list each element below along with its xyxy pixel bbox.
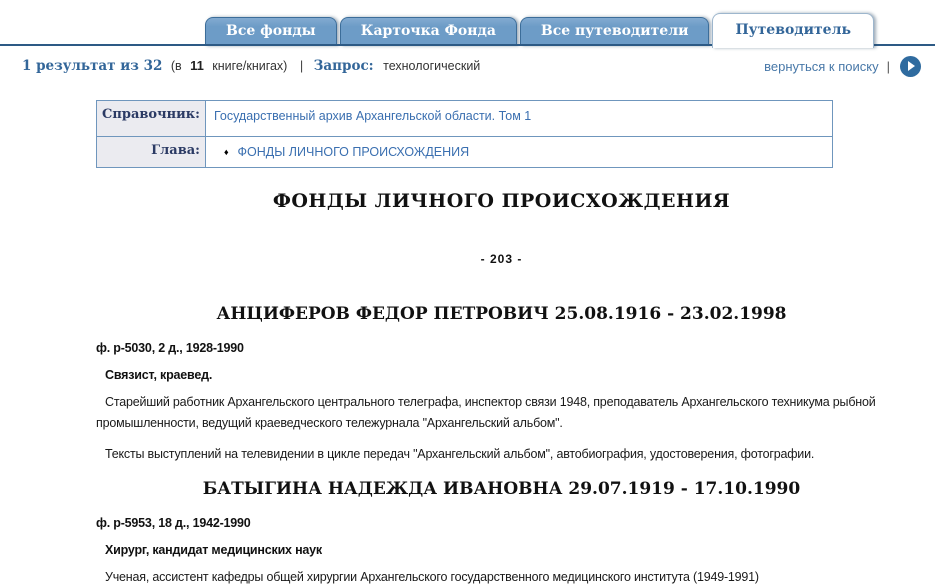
fond-entry (96, 479, 907, 588)
books-prefix: (в (170, 59, 182, 73)
query-value: технологический (383, 59, 481, 73)
results-bar (0, 46, 935, 86)
tab-guide[interactable]: Путеводитель (712, 13, 874, 48)
chapter-row-value (205, 137, 832, 168)
table-row-chapter (97, 137, 833, 168)
table-row-guide (97, 101, 833, 137)
entry-heading: БАТЫГИНА НАДЕЖДА ИВАНОВНА 29.07.1919 - 17.10.1990 (202, 479, 801, 499)
separator: | (299, 58, 304, 73)
guide-row-value (205, 101, 832, 137)
entry-paragraph: Ученая, ассистент кафедры общей хирургии Архангельского государственного медицинского института (1949-1991) (105, 570, 759, 584)
info-table (96, 100, 833, 168)
go-button[interactable] (900, 56, 921, 77)
back-separator: | (886, 58, 890, 74)
back-to-search-link[interactable]: вернуться к поиску (764, 58, 879, 74)
fond-entry (96, 304, 907, 465)
play-icon (908, 61, 915, 71)
tab-all-guides[interactable]: Все путеводители (520, 17, 710, 46)
query-label: Запрос: (313, 58, 374, 74)
tab-all-fonds[interactable]: Все фонды (205, 17, 337, 46)
chapter-row-label: Глава: (97, 137, 206, 168)
fond-reference: ф. р-5953, 18 д., 1942-1990 (96, 516, 251, 530)
guide-link[interactable]: Государственный архив Архангельской области. Том 1 (213, 109, 532, 123)
books-suffix: книге/книгах) (212, 59, 288, 73)
person-role: Связист, краевед. (105, 368, 213, 382)
entry-paragraph: Старейший работник Архангельского центрального телеграфа, инспектор связи 1948, преподаватель Архангельского техникума рыбной промышленности, ведущий краеведческого тележурнала "Архангельский альбом". (96, 395, 876, 430)
result-count: 1 результат из 32 (22, 58, 163, 74)
chapter-title: ФОНДЫ ЛИЧНОГО ПРОИСХОЖДЕНИЯ (272, 190, 731, 212)
back-to-search-area (764, 56, 921, 77)
tab-bar (0, 0, 935, 46)
page-number: - 203 - (480, 252, 523, 266)
document-content (0, 190, 935, 588)
diamond-bullet-icon: ♦ (223, 147, 229, 157)
books-count: 11 (190, 58, 204, 73)
person-role: Хирург, кандидат медицинских наук (105, 543, 322, 557)
fond-reference: ф. р-5030, 2 д., 1928-1990 (96, 341, 244, 355)
results-summary (22, 57, 480, 75)
guide-row-label: Справочник: (97, 101, 206, 137)
entry-paragraph: Тексты выступлений на телевидении в цикле передач "Архангельский альбом", автобиография, удостоверения, фотографии. (105, 447, 815, 461)
chapter-link[interactable]: ФОНДЫ ЛИЧНОГО ПРОИСХОЖДЕНИЯ (237, 145, 470, 159)
tab-fond-card[interactable]: Карточка Фонда (340, 17, 517, 46)
entry-heading: АНЦИФЕРОВ ФЕДОР ПЕТРОВИЧ 25.08.1916 - 23.02.1998 (216, 304, 787, 324)
